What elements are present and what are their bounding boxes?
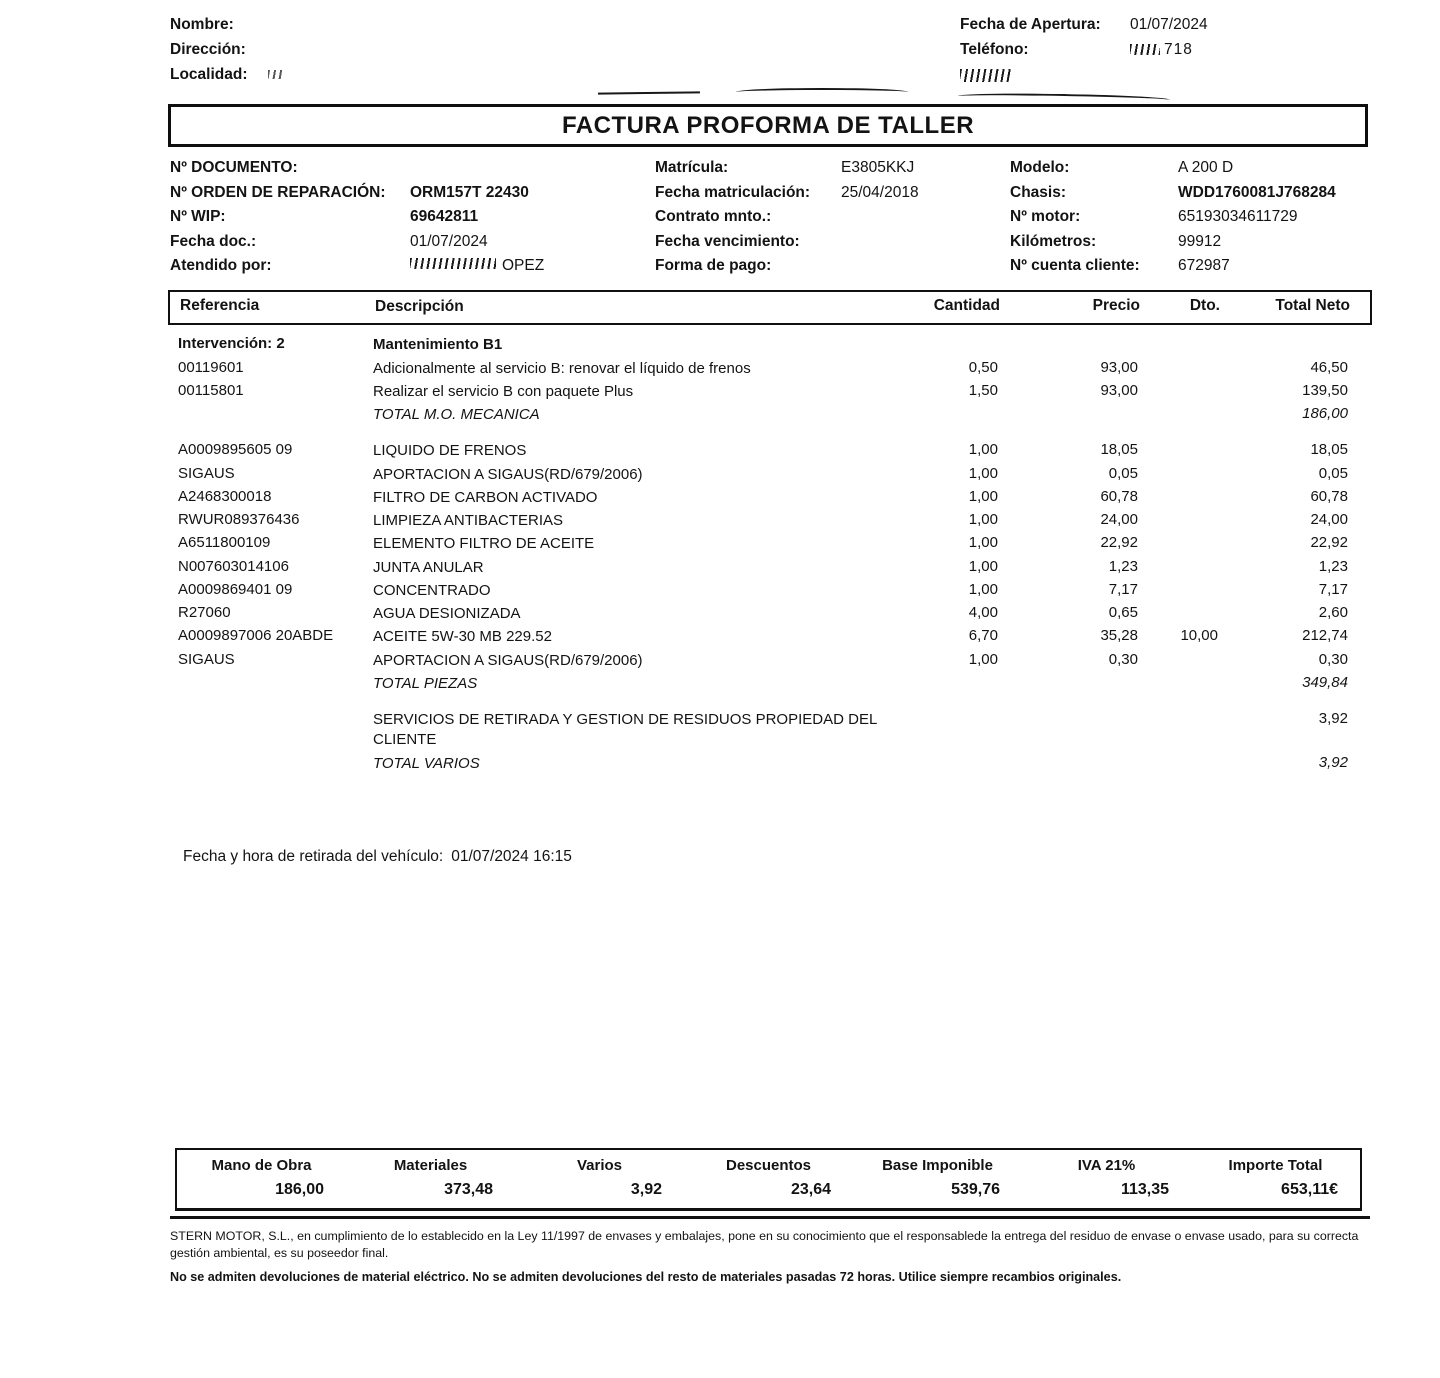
cell-descripcion: LIMPIEZA ANTIBACTERIAS <box>373 512 564 530</box>
info-row <box>170 159 655 184</box>
cell-total-neto: 212,74 <box>1302 627 1348 645</box>
header-descripcion: Descripción <box>375 298 464 315</box>
cell-total-neto: 2,60 <box>1318 604 1348 622</box>
cell-total-neto: 46,50 <box>1310 358 1348 376</box>
info-label: Nº WIP: <box>170 208 226 225</box>
parts-table-body <box>168 325 1372 776</box>
info-row <box>1010 184 1375 209</box>
cell-descripcion: ELEMENTO FILTRO DE ACEITE <box>373 535 595 553</box>
info-value: A 200 D <box>1178 159 1234 176</box>
doc-info-col2 <box>655 159 1010 282</box>
cell-dto: 10,00 <box>1180 627 1218 645</box>
cell-descripcion: APORTACION A SIGAUS(RD/679/2006) <box>373 651 643 669</box>
cell-total-neto: 3,92 <box>1318 753 1348 771</box>
info-label: Kilómetros: <box>1010 232 1097 250</box>
pickup-line <box>183 848 572 866</box>
info-row <box>655 257 1010 282</box>
cell-descripcion: FILTRO DE CARBON ACTIVADO <box>373 488 598 506</box>
table-row <box>168 672 1372 695</box>
cell-referencia: N007603014106 <box>178 557 289 575</box>
cell-descripcion: LIQUIDO DE FRENOS <box>373 442 527 460</box>
cell-total-neto: 7,17 <box>1318 580 1348 598</box>
info-row <box>655 208 1010 233</box>
info-value: 69642811 <box>410 208 479 225</box>
cell-referencia: A0009895605 09 <box>178 441 293 459</box>
opening-date-row <box>960 12 1380 37</box>
info-label: Fecha vencimiento: <box>655 232 800 250</box>
cell-referencia: Intervención: 2 <box>178 335 285 353</box>
document-info <box>170 159 1375 282</box>
info-label: Nº ORDEN DE REPARACIÓN: <box>170 183 386 201</box>
cell-descripcion: TOTAL PIEZAS <box>373 674 478 692</box>
info-label: Nº DOCUMENTO: <box>170 159 298 176</box>
cell-precio: 0,30 <box>1108 650 1138 668</box>
table-row <box>168 334 1372 357</box>
telefono-partial-value: 718 <box>1164 40 1193 58</box>
cell-cantidad: 1,50 <box>968 381 998 399</box>
info-row <box>1010 233 1375 258</box>
cell-descripcion: TOTAL M.O. MECANICA <box>373 406 540 424</box>
cell-descripcion: CONCENTRADO <box>373 581 491 599</box>
cell-cantidad: 1,00 <box>968 511 998 529</box>
cell-cantidad: 1,00 <box>968 464 998 482</box>
cell-total-neto: 24,00 <box>1310 511 1348 529</box>
parts-table-header <box>168 290 1372 325</box>
cell-cantidad: 4,00 <box>968 604 998 622</box>
summary-column <box>1191 1157 1360 1199</box>
info-value: OPEZ <box>410 257 655 275</box>
cell-total-neto: 3,92 <box>1318 710 1348 728</box>
table-row <box>168 357 1372 380</box>
table-row <box>168 440 1372 463</box>
redacted-row <box>960 62 1380 87</box>
info-label: Chasis: <box>1010 183 1066 201</box>
parts-table <box>168 290 1372 775</box>
cell-precio: 7,17 <box>1108 580 1138 598</box>
cell-descripcion: ACEITE 5W-30 MB 229.52 <box>373 628 552 646</box>
cell-total-neto: 186,00 <box>1302 405 1348 423</box>
redaction-scribble <box>960 69 1012 82</box>
header-cantidad: Cantidad <box>933 297 1000 314</box>
scan-artifact <box>736 88 908 96</box>
pickup-value: 01/07/2024 16:15 <box>451 848 572 865</box>
cell-cantidad: 0,50 <box>968 358 998 376</box>
cell-precio: 93,00 <box>1100 381 1138 399</box>
doc-info-col1 <box>170 159 655 282</box>
cell-precio: 60,78 <box>1100 487 1138 505</box>
cell-total-neto: 0,05 <box>1318 464 1348 482</box>
info-row <box>170 184 655 209</box>
cell-descripcion: SERVICIOS DE RETIRADA Y GESTION DE RESIDUOS PROPIEDAD DEL CLIENTE <box>373 711 877 749</box>
summary-label: Importe Total <box>1228 1157 1323 1174</box>
cell-precio: 0,05 <box>1108 464 1138 482</box>
cell-precio: 24,00 <box>1100 511 1138 529</box>
cell-descripcion: Realizar el servicio B con paquete Plus <box>373 382 634 400</box>
cell-total-neto: 349,84 <box>1302 673 1348 691</box>
cell-descripcion: APORTACION A SIGAUS(RD/679/2006) <box>373 465 643 483</box>
summary-label: Materiales <box>393 1157 468 1174</box>
cell-referencia: A0009869401 09 <box>178 580 293 598</box>
cell-referencia: A2468300018 <box>178 487 272 505</box>
info-value: 672987 <box>1178 257 1230 274</box>
cell-total-neto: 22,92 <box>1310 534 1348 552</box>
table-row <box>168 486 1372 509</box>
cell-cantidad: 1,00 <box>968 650 998 668</box>
info-label: Nº motor: <box>1010 208 1081 225</box>
phone-row <box>960 37 1380 62</box>
customer-name-row <box>170 16 284 41</box>
summary-label: Mano de Obra <box>211 1157 312 1174</box>
cell-total-neto: 60,78 <box>1310 487 1348 505</box>
summary-label: Varios <box>576 1157 623 1174</box>
table-row <box>168 649 1372 672</box>
table-row <box>168 404 1372 427</box>
info-value: E3805KKJ <box>841 159 915 176</box>
summary-value: 113,35 <box>1120 1181 1169 1198</box>
summary-value: 3,92 <box>630 1181 662 1198</box>
table-row <box>168 380 1372 403</box>
cell-precio: 22,92 <box>1100 534 1138 552</box>
summary-column <box>346 1157 515 1199</box>
customer-city-row <box>170 66 284 91</box>
invoice-title: FACTURA PROFORMA DE TALLER <box>561 111 975 139</box>
summary-value: 186,00 <box>275 1181 324 1198</box>
info-value: 65193034611729 <box>1178 208 1298 225</box>
header-referencia: Referencia <box>180 297 260 314</box>
summary-table <box>175 1148 1362 1211</box>
summary-label: Base Imponible <box>882 1157 993 1174</box>
invoice-title-box <box>168 104 1368 147</box>
cell-total-neto: 139,50 <box>1302 381 1348 399</box>
opening-block <box>960 12 1380 87</box>
summary-value: 373,48 <box>444 1181 493 1198</box>
summary-column <box>177 1157 346 1199</box>
cell-referencia: 00115801 <box>178 381 244 399</box>
header-dto: Dto. <box>1189 297 1220 314</box>
customer-block <box>170 16 284 91</box>
cell-precio: 18,05 <box>1100 441 1138 459</box>
fecha-apertura-value: 01/07/2024 <box>1130 15 1208 33</box>
summary-label: Descuentos <box>725 1157 812 1174</box>
cell-cantidad: 6,70 <box>968 627 998 645</box>
info-value: ORM157T 22430 <box>410 183 529 201</box>
cell-descripcion: AGUA DESIONIZADA <box>373 605 521 623</box>
table-row <box>168 463 1372 486</box>
fecha-apertura-label: Fecha de Apertura: <box>960 15 1101 33</box>
info-row <box>170 257 655 282</box>
cell-cantidad: 1,00 <box>968 534 998 552</box>
redaction-mark <box>268 70 284 79</box>
cell-referencia: 00119601 <box>178 358 244 376</box>
redaction-scribble <box>1130 44 1160 55</box>
scan-artifact <box>598 91 700 100</box>
table-row <box>168 579 1372 602</box>
info-value: 99912 <box>1178 232 1222 250</box>
table-row <box>168 556 1372 579</box>
cell-cantidad: 1,00 <box>968 441 998 459</box>
info-label: Forma de pago: <box>655 257 772 274</box>
table-row <box>168 533 1372 556</box>
cell-precio: 35,28 <box>1100 627 1138 645</box>
cell-referencia: SIGAUS <box>178 650 235 668</box>
info-label: Atendido por: <box>170 257 272 274</box>
info-label: Contrato mnto.: <box>655 208 772 225</box>
nombre-label: Nombre: <box>170 16 234 33</box>
cell-total-neto: 0,30 <box>1318 650 1348 668</box>
cell-referencia: A0009897006 20ABDE <box>178 627 334 645</box>
summary-underline <box>170 1216 1370 1219</box>
cell-referencia: A6511800109 <box>178 534 271 552</box>
cell-cantidad: 1,00 <box>968 580 998 598</box>
cell-descripcion: TOTAL VARIOS <box>373 754 480 772</box>
info-label: Fecha matriculación: <box>655 183 811 201</box>
table-row <box>168 626 1372 649</box>
info-row <box>655 184 1010 209</box>
cell-cantidad: 1,00 <box>968 487 998 505</box>
localidad-label: Localidad: <box>170 66 248 83</box>
table-row <box>168 510 1372 533</box>
info-label: Nº cuenta cliente: <box>1010 257 1140 274</box>
cell-total-neto: 1,23 <box>1318 557 1348 575</box>
info-label: Matrícula: <box>655 159 729 176</box>
table-row <box>168 603 1372 626</box>
info-row <box>170 233 655 258</box>
cell-referencia: R27060 <box>178 604 231 622</box>
cell-descripcion: Adicionalmente al servicio B: renovar el líquido de frenos <box>373 359 751 377</box>
telefono-label: Teléfono: <box>960 40 1029 58</box>
header-precio: Precio <box>1092 297 1140 314</box>
info-value: WDD1760081J768284 <box>1178 183 1336 201</box>
direccion-label: Dirección: <box>170 41 246 58</box>
legal-text-devoluciones: No se admiten devoluciones de material eléctrico. No se admiten devoluciones del resto de materiales pasadas 72 horas. Utilice siempre recambios originales. <box>170 1270 1122 1284</box>
cell-cantidad: 1,00 <box>968 557 998 575</box>
summary-column <box>1022 1157 1191 1199</box>
info-label: Modelo: <box>1010 159 1070 176</box>
info-row <box>655 159 1010 184</box>
pickup-label: Fecha y hora de retirada del vehículo: <box>183 848 444 865</box>
info-row <box>1010 208 1375 233</box>
info-label: Fecha doc.: <box>170 232 257 250</box>
summary-value: 23,64 <box>790 1181 831 1198</box>
summary-value: 539,76 <box>951 1181 1000 1198</box>
info-value: 01/07/2024 <box>410 232 488 250</box>
cell-referencia: SIGAUS <box>178 464 235 482</box>
table-row <box>168 709 1372 753</box>
scan-artifact <box>958 92 1170 104</box>
info-row <box>170 208 655 233</box>
cell-descripcion: Mantenimiento B1 <box>373 336 503 354</box>
info-row <box>655 233 1010 258</box>
info-row <box>1010 159 1375 184</box>
customer-address-row <box>170 41 284 66</box>
summary-column <box>515 1157 684 1199</box>
info-value: 25/04/2018 <box>841 183 919 201</box>
summary-label: IVA 21% <box>1077 1157 1136 1174</box>
cell-precio: 93,00 <box>1100 358 1138 376</box>
header-total-neto: Total Neto <box>1275 297 1350 314</box>
cell-referencia: RWUR089376436 <box>178 511 300 529</box>
summary-value: 653,11€ <box>1281 1181 1338 1198</box>
table-row <box>168 752 1372 775</box>
summary-column <box>853 1157 1022 1199</box>
cell-precio: 1,23 <box>1108 557 1138 575</box>
cell-descripcion: JUNTA ANULAR <box>373 558 484 576</box>
summary-column <box>684 1157 853 1199</box>
cell-total-neto: 18,05 <box>1310 441 1348 459</box>
info-row <box>1010 257 1375 282</box>
legal-text-envases: STERN MOTOR, S.L., en cumplimiento de lo establecido en la Ley 11/1997 de envases y embalajes, pone en su conocimiento que el responsablede la entrega del residuo de envase o envase usado, para su correcta gestión ambiental, es su poseedor final. <box>170 1229 1359 1261</box>
cell-precio: 0,65 <box>1108 604 1138 622</box>
doc-info-col3 <box>1010 159 1375 282</box>
summary-grid <box>177 1157 1360 1199</box>
